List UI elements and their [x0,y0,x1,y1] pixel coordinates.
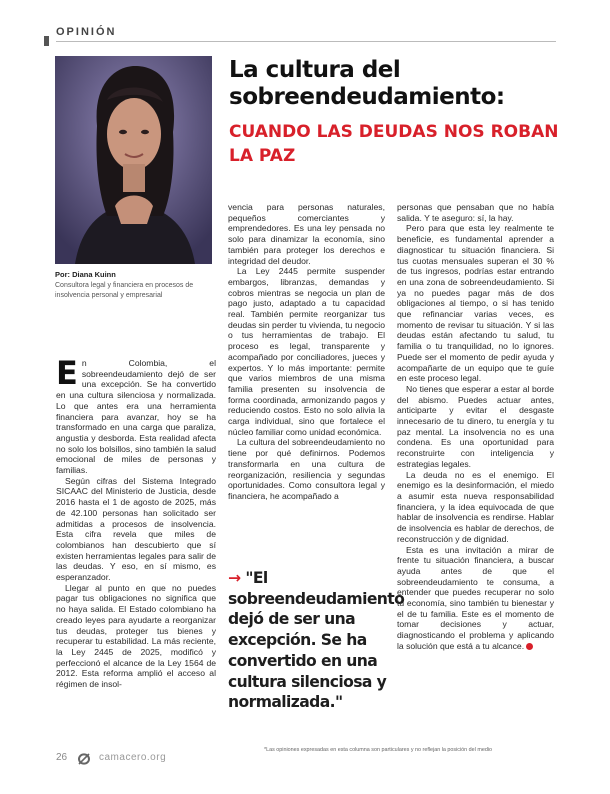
body-column-2 [228,202,385,502]
footer-website: camacero.org [99,752,167,763]
paragraph: Según cifras del Sistema Integrado SICAAC del Ministerio de Justicia, desde 2016 hasta el 1 de agosto de 2025, más de 42.100 personas han solicitado ser admitidas a procesos de insolvencia. Esta cifra revela que miles de colombianos han descubierto que sí existen herramientas legales para salir de las deudas. Y eso, en sí mismo, es esperanzador. [56,475,216,583]
paragraph: No tienes que esperar a estar al borde del abismo. Puedes actuar antes, anticiparte y evitar el desgaste innecesario de tu dinero, tu energía y tu paz mental. La insolvencia no es una condena. Es una oportunidad para reconstruirte con inteligencia y estrategias legales. [397,383,554,469]
author-name: Por: Diana Kuinn [55,270,116,279]
paragraph: La cultura del sobreendeudamiento no tiene por qué definirnos. Podemos transformarla en una cultura de reorganización, resiliencia y segundas oportunidades. Como consultora legal y financiera, he acompañado a [228,437,385,501]
paragraph: La Ley 2445 permite suspender embargos, libranzas, demandas y cobros mientras se negocia un plan de pago justo, adaptado a tu capacidad real. También permite reorganizar tus deudas sin perder tu vivienda, tu negocio o tus herramientas de trabajo. El proceso es legal, transparente y acompañado por conciliadores, jueces y expertos. Y lo más importante: permite que varios miembros de una misma familia presenten su insolvencia de forma coordinada, armonizando pagos y reduciendo costos. Esto no solo alivia la carga individual, sino que fortalece el núcleo familiar como unidad económica. [228,266,385,437]
paragraph: Llegar al punto en que no puedes pagar tus obligaciones no significa que no haya salida. El Estado colombiano ha creado leyes para ayudarte a reorganizar tus deudas, proteger tus bienes y recuperar tu estabilidad. La más reciente, la Ley 2445 de 2025, modificó y perfeccionó el alcance de la Ley 1564 de 2012. Esta reforma amplió el acceso al régimen de insol- [56,582,216,690]
arrow-right-icon: → [228,569,241,587]
page-number: 26 [56,752,68,763]
paragraph: Pero para que esta ley realmente te beneficie, es fundamental aprender a diagnosticar tu situación financiera. Si tus cuotas mensuales superan el 30 % de tus ingresos, podrías estar entrando en una zona de sobreendeudamiento. Si ya no puedes pagar más de dos obligaciones al tiempo, o si has tenido que refinanciar varias veces, es momento de revisar tu situación. Y si las deudas están afectando tu salud, tu familia o tu tranquilidad, no lo ignores. Puede ser el momento de pedir ayuda y acompañarte de un equipo que te guíe en este proceso legal. [397,223,554,384]
paragraph-last-text: Esta es una invitación a mirar de frente tu situación financiera, a buscar ayuda antes de que el sobreendeudamiento te consuma, a entender que puedes recuperar no solo tu economía, sino también tu bienestar y el de tu familia. Este es el momento de tomar decisiones y actuar, diagnosticando el problema y aplicando la solución que está a tu alcance. [397,544,554,651]
pull-quote [228,568,405,713]
section-divider [56,41,556,42]
author-photo [55,56,212,264]
drop-cap: E [56,354,78,392]
paragraph: n Colombia, el sobreendeudamiento dejó de ser una excepción. Se ha convertido en una cultura silenciosa y normalizada. Lo que antes era una herramienta financiera para avanzar, hoy se ha transformado en una carga que paraliza, angustia y desborda. Esta realidad afecta no solo los bolsillos, sino también la salud emocional de miles de personas y familias. [56,358,216,476]
pull-quote-text: "El sobreendeudamiento dejó de ser una excepción. Se ha convertido en una cultura silenciosa y normalizada." [228,569,405,712]
author-portrait-illustration [55,56,212,264]
article-title: La cultura del sobreendeudamiento: [229,57,505,110]
paragraph-last [397,545,554,652]
article-subtitle: CUANDO LAS DEUDAS NOS ROBAN LA PAZ [229,122,559,166]
brand-end-icon [526,643,533,650]
paragraph: personas que pensaban que no había salida. Y te aseguro: sí, la hay. [397,202,554,223]
brand-logo-icon [77,752,91,770]
paragraph: La deuda no es el enemigo. El enemigo es la desinformación, el miedo a asumir esta nueva responsabilidad financiera, y la idea equivocada de que hablar de insolvencia es rendirse. Hablar de insolvencia es hablar de derechos, de reconstrucción y de dignidad. [397,469,554,544]
author-role: Consultora legal y financiera en procesos de insolvencia personal y empresarial [55,282,194,299]
section-marker [44,36,49,46]
section-label: OPINIÓN [56,26,117,38]
body-column-1 [56,354,216,690]
body-column-3 [397,202,554,652]
paragraph: vencia para personas naturales, pequeños comerciantes y emprendedores. Es una ley pensada no solo para dinamizar la economía, sino también para proteger los derechos e integridad del deudor. [228,202,385,266]
footer-disclaimer: *Las opiniones expresadas en esta columna son particulares y no reflejan la posición del medio [264,747,493,753]
